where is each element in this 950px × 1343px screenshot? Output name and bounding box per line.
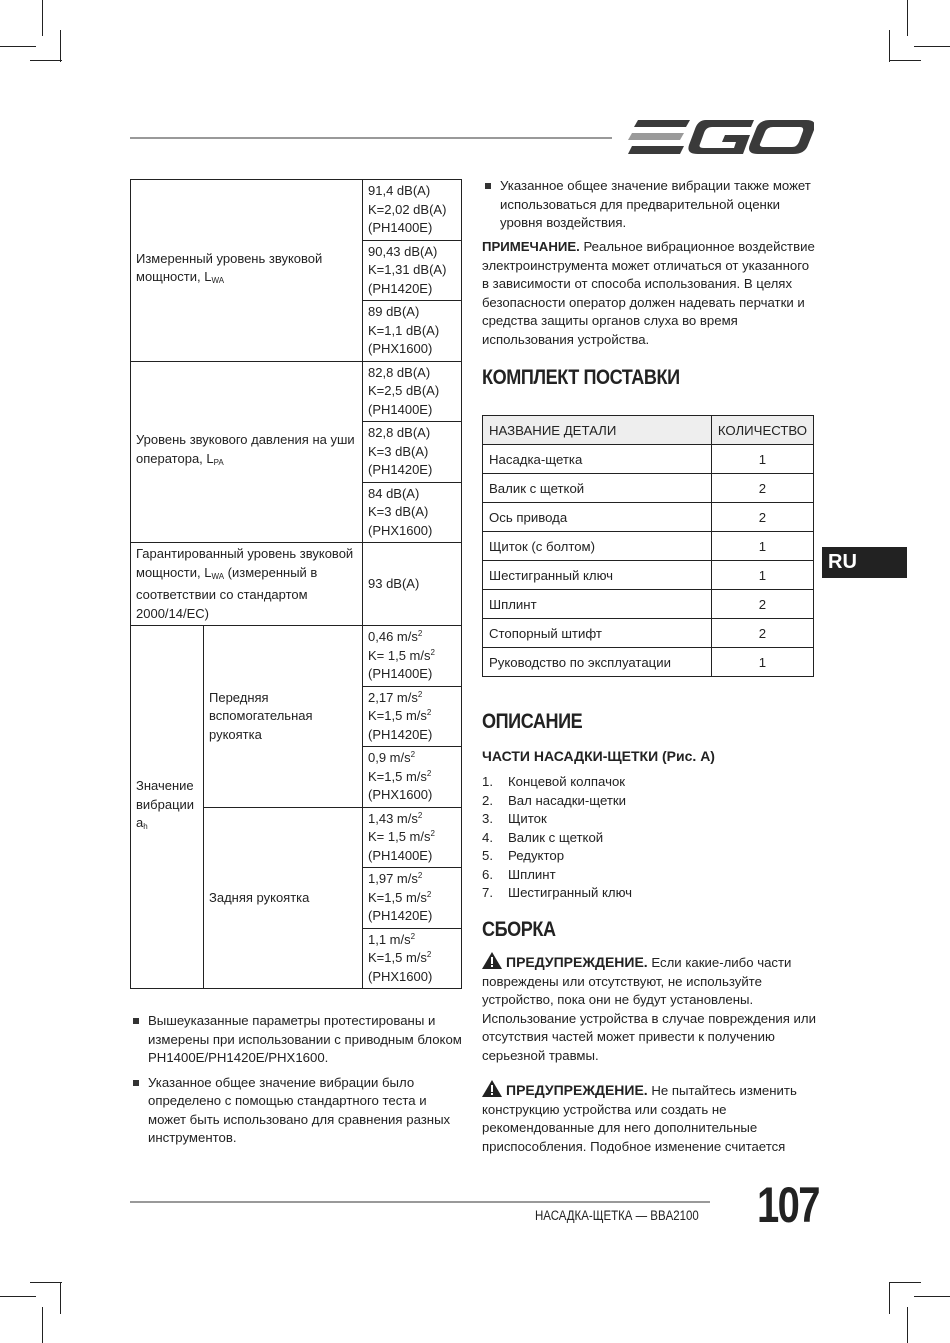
crop-mark [889, 60, 921, 61]
kit-table [482, 415, 814, 677]
kit-item-name: Руководство по эксплуатации [483, 648, 712, 677]
kit-heading: КОМПЛЕКТ ПОСТАВКИ [482, 366, 680, 389]
kit-item-qty: 1 [711, 532, 813, 561]
warning-icon [482, 952, 502, 969]
list-item: 4. Валик с щеткой [482, 829, 604, 845]
kit-col-name: НАЗВАНИЕ ДЕТАЛИ [483, 416, 712, 445]
table-row [483, 474, 814, 503]
spec-value: 82,8 dB(A) K=2,5 dB(A) (PH1400E) [363, 361, 462, 422]
crop-mark [907, 0, 908, 36]
vibration-label: Значение вибрации $a_h$ [131, 626, 204, 989]
table-row [483, 532, 814, 561]
list-item: Указанное общее значение вибрации было определено с помощью стандартного теста и может быть использовано для сравнения разных инструментов. [130, 1074, 462, 1148]
kit-item-name: Валик с щеткой [483, 474, 712, 503]
guaranteed-sound-label: Гарантированный уровень звуковой мощности, $L_{WA}$ (измеренный в соответствии со стандартом 2000/14/EC) [131, 543, 363, 626]
list-item: Вышеуказанные параметры протестированы и измерены при использовании с приводным блоком PH1400E/PH1420E/PHX1600. [130, 1012, 462, 1068]
header-rule [130, 137, 612, 139]
spec-value: 89 dB(A) K=1,1 dB(A) (PHX1600) [363, 301, 462, 362]
page-number: 107 [757, 1177, 819, 1233]
list-item: 3. Щиток [482, 811, 547, 826]
kit-item-name: Ось привода [483, 503, 712, 532]
spec-value: 84 dB(A) K=3 dB(A) (PHX1600) [363, 482, 462, 543]
parts-heading: ЧАСТИ НАСАДКИ-ЩЕТКИ (Рис. А) [482, 748, 715, 764]
assembly-heading: СБОРКА [482, 918, 556, 941]
kit-item-name: Насадка-щетка [483, 445, 712, 474]
footer-title: НАСАДКА-ЩЕТКА — BBA2100 [535, 1208, 699, 1223]
crop-mark [60, 30, 61, 62]
crop-mark [30, 60, 62, 61]
crop-mark [914, 46, 950, 47]
rear-handle-label: Задняя рукоятка [204, 807, 363, 989]
kit-col-qty: КОЛИЧЕСТВО [711, 416, 813, 445]
kit-item-qty: 1 [711, 445, 813, 474]
spec-value: 0,9 $m/s^2$ K=1,5 $m/s^2$ (PHX1600) [363, 747, 462, 808]
list-item: 6. Шплинт [482, 866, 556, 882]
list-item: Указанное общее значение вибрации также может использоваться для предварительной оценки уровня воздействия. [482, 177, 817, 233]
sound-power-label: Измеренный уровень звуковой мощности, $L_{WA}$ [131, 180, 363, 362]
spec-value: 2,17 $m/s^2$ K=1,5 $m/s^2$ (PH1420E) [363, 686, 462, 747]
sound-pressure-label: Уровень звукового давления на уши оператора, $L_{PA}$ [131, 361, 363, 543]
description-heading: ОПИСАНИЕ [482, 710, 583, 733]
kit-item-qty: 2 [711, 619, 813, 648]
crop-mark [42, 0, 43, 36]
front-handle-label: Передняя вспомогательная рукоятка [204, 626, 363, 808]
spec-value: 91,4 dB(A) K=2,02 dB(A) (PH1400E) [363, 180, 462, 241]
kit-item-qty: 1 [711, 648, 813, 677]
table-row [483, 590, 814, 619]
kit-item-name: Шестигранный ключ [483, 561, 712, 590]
spec-value: 93 dB(A) [363, 543, 462, 626]
crop-mark [42, 1307, 43, 1343]
ego-logo [628, 116, 814, 158]
table-row [483, 445, 814, 474]
kit-item-qty: 2 [711, 590, 813, 619]
crop-mark [0, 46, 36, 47]
language-tab: RU [822, 547, 907, 578]
warning-icon [482, 1080, 502, 1097]
kit-item-name: Стопорный штифт [483, 619, 712, 648]
crop-mark [30, 1282, 62, 1283]
kit-item-name: Щиток (с болтом) [483, 532, 712, 561]
list-item: 7. Шестигранный ключ [482, 885, 633, 900]
kit-item-name: Шплинт [483, 590, 712, 619]
warning-paragraph-1: ПРЕДУПРЕЖДЕНИЕ. Если какие-либо части повреждены или отсутствуют, не используйте устройство, пока они не будут установлены. Использование устройства в случае повреждения или отсутствия частей может привести к получению серьезной травмы. [482, 954, 816, 1063]
list-item: 1. Концевой колпачок [482, 774, 626, 789]
crop-mark [889, 1282, 921, 1283]
crop-mark [0, 1296, 36, 1297]
note-paragraph: ПРИМЕЧАНИЕ. Реальное вибрационное воздействие электроинструмента может отличаться от указанного в зависимости от способа использования. В целях безопасности оператор должен надевать перчатки и средства защиты органов слуха во время использования устройства. [482, 239, 815, 347]
spec-value: 1,97 $m/s^2$ K=1,5 $m/s^2$ (PH1420E) [363, 868, 462, 929]
table-row [483, 648, 814, 677]
list-item: 5. Редуктор [482, 848, 565, 863]
crop-mark [60, 1282, 61, 1314]
table-row [483, 619, 814, 648]
warning-paragraph-2: ПРЕДУПРЕЖДЕНИЕ. Не пытайтесь изменить конструкцию устройства или создать не рекомендованные для него дополнительные приспособления. Подобное изменение считается [482, 1082, 797, 1154]
spec-value: 90,43 dB(A) K=1,31 dB(A) (PH1420E) [363, 240, 462, 301]
kit-item-qty: 1 [711, 561, 813, 590]
kit-item-qty: 2 [711, 503, 813, 532]
table-row [483, 561, 814, 590]
crop-mark [914, 1296, 950, 1297]
crop-mark [889, 30, 890, 62]
parts-list [482, 773, 632, 903]
spec-table [130, 179, 462, 989]
spec-value: 1,1 $m/s^2$ K=1,5 $m/s^2$ (PHX1600) [363, 928, 462, 989]
left-bullets [130, 1012, 462, 1154]
spec-value: 82,8 dB(A) K=3 dB(A) (PH1420E) [363, 422, 462, 483]
right-bullet [482, 177, 817, 233]
spec-value: 0,46 $m/s^2$ K= 1,5 $m/s^2$ (PH1400E) [363, 626, 462, 687]
crop-mark [889, 1282, 890, 1314]
kit-item-qty: 2 [711, 474, 813, 503]
table-row [483, 503, 814, 532]
footer-rule [130, 1201, 710, 1203]
crop-mark [907, 1307, 908, 1343]
list-item: 2. Вал насадки-щетки [482, 792, 627, 808]
spec-value: 1,43 $m/s^2$ K= 1,5 $m/s^2$ (PH1400E) [363, 807, 462, 868]
